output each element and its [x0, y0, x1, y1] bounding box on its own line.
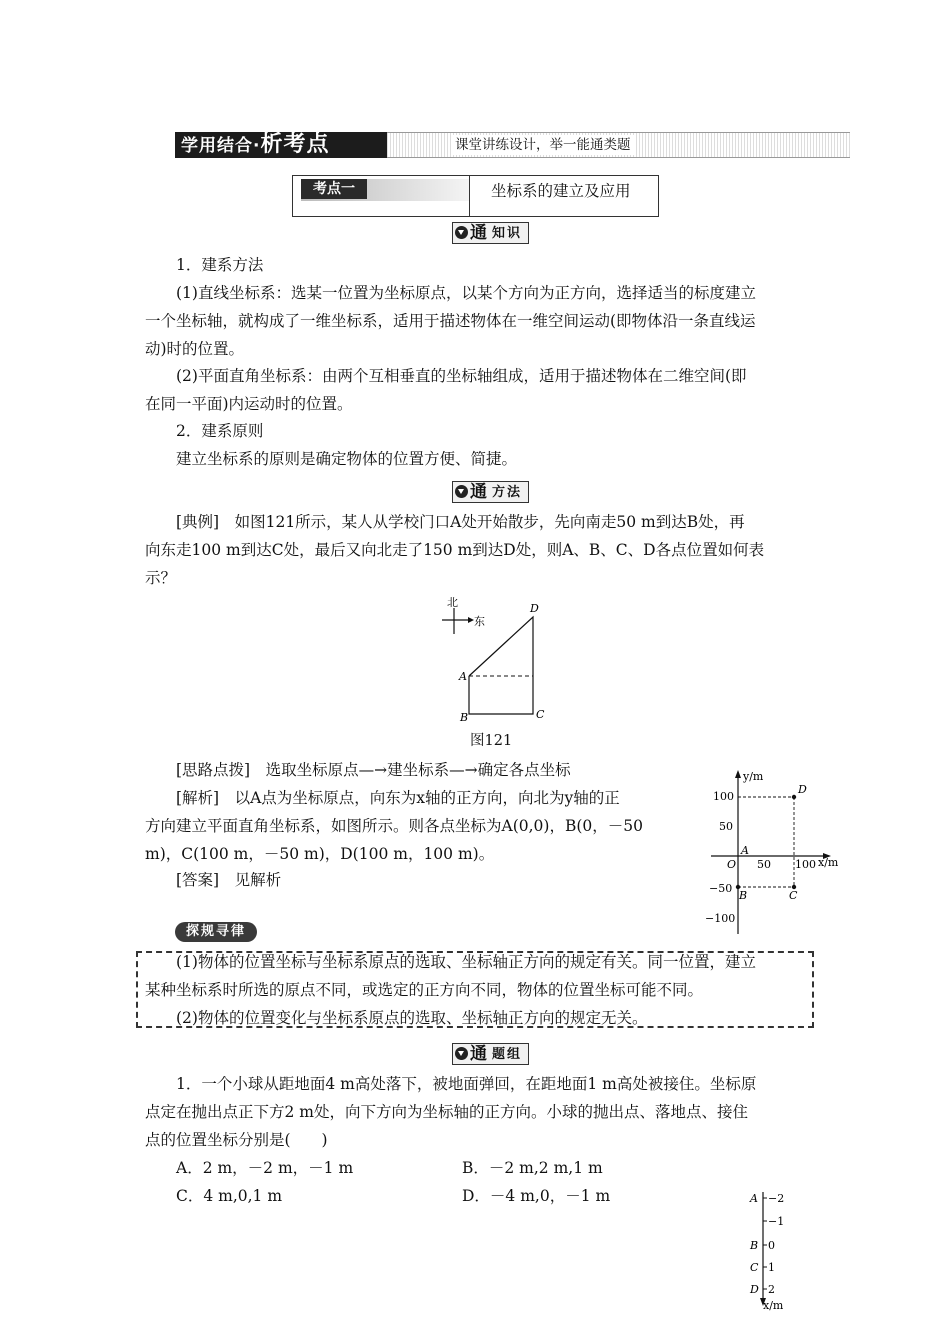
badge-sub: 知识 — [492, 226, 523, 241]
text-line: 某种坐标系时所选的原点不同，或选定的正方向不同，物体的位置坐标可能不同。 — [145, 981, 704, 999]
banner-label: 学用结合·析考点 — [175, 132, 387, 158]
text-line: 1．一个小球从距地面4 m高处落下，被地面弹回，在距地面1 m高处被接住。坐标原 — [176, 1075, 757, 1093]
arrow-down-icon — [455, 226, 468, 239]
axis-label: x/m — [763, 1299, 784, 1312]
north-label: 北 — [447, 596, 458, 609]
y-tick-label: −50 — [709, 882, 733, 895]
topic-tag: 考点一 — [301, 179, 367, 199]
option-c: C．4 m,0,1 m — [176, 1187, 283, 1205]
y-tick-label: −100 — [705, 912, 736, 925]
hint-text: [思路点拨] 选取坐标原点—→建坐标系—→确定各点坐标 — [176, 761, 571, 779]
answer-text: [答案] 见解析 — [176, 871, 282, 889]
arrow-down-icon — [455, 1047, 468, 1060]
east-label: 东 — [474, 615, 485, 628]
heading-principle: 2．建系原则 — [176, 422, 264, 440]
point-label-b: B — [460, 711, 469, 724]
text-line: [解析] 以A点为坐标原点，向东为x轴的正方向，向北为y轴的正 — [176, 789, 620, 807]
section-banner — [175, 132, 850, 158]
point-label-a: A — [459, 670, 467, 683]
label-d: D — [750, 1283, 759, 1296]
text-line: (2)物体的位置变化与坐标系原点的选取、坐标轴正方向的规定无关。 — [176, 1009, 648, 1027]
label-c: C — [750, 1261, 759, 1274]
topic-box — [292, 175, 659, 217]
point-label-c: C — [536, 708, 545, 721]
point-label-b: B — [739, 889, 748, 902]
exercise-question — [145, 1070, 810, 1154]
compass-icon — [442, 596, 485, 634]
tick-label: 0 — [768, 1239, 775, 1252]
heading-method: 1．建系方法 — [176, 256, 264, 274]
label-a: A — [750, 1192, 758, 1205]
text-line: [典例] 如图121所示，某人从学校门口A处开始散步，先向南走50 m到达B处，再 — [176, 513, 745, 531]
analysis-text — [145, 784, 705, 868]
y-tick-label: 100 — [713, 790, 734, 803]
text-line: 向东走100 m到达C处，最后又向北走了150 m到达D处，则A、B、C、D各点位置如何表 — [145, 541, 765, 559]
text-line: (1)直线坐标系：选某一位置为坐标原点，以某个方向为正方向，选择适当的标度建立 — [176, 284, 756, 302]
badge-sub: 题组 — [492, 1047, 523, 1062]
y-tick-label: 50 — [719, 820, 733, 833]
text-line: 点的位置坐标分别是( ) — [145, 1131, 328, 1149]
text-line: (2)平面直角坐标系：由两个互相垂直的坐标轴组成，适用于描述物体在二维空间(即 — [176, 367, 747, 385]
label-b: B — [750, 1239, 759, 1252]
banner-subtitle: 课堂讲练设计，举一能通类题 — [451, 135, 635, 155]
rule-text — [145, 948, 810, 1032]
point-d — [792, 795, 796, 799]
badge-main: 通 — [470, 1044, 487, 1064]
text-line: m)，C(100 m，－50 m)，D(100 m，100 m)。 — [145, 845, 495, 863]
y-axis-arrow — [735, 770, 741, 778]
paragraph-plane-coord — [145, 362, 810, 418]
badge-fangfa — [452, 481, 529, 503]
y-axis-label: y/m — [743, 770, 764, 783]
rule-tag: 探规寻律 — [175, 922, 257, 942]
text-line: 一个坐标轴，就构成了一维坐标系，适用于描述物体在一维空间运动(即物体沿一条直线运 — [145, 312, 756, 330]
text-line: 点定在抛出点正下方2 m处，向下方向为坐标轴的正方向。小球的抛出点、落地点、接住 — [145, 1103, 748, 1121]
figure-caption: 图121 — [470, 733, 513, 749]
badge-main: 通 — [470, 482, 487, 502]
tick-label: −2 — [768, 1192, 785, 1205]
point-label-c: C — [789, 889, 798, 902]
x-tick-label: 100 — [795, 858, 816, 871]
paragraph-principle: 建立坐标系的原则是确定物体的位置方便、简捷。 — [176, 450, 518, 468]
tick-label: −1 — [768, 1215, 785, 1228]
example-text — [145, 508, 810, 592]
route-path — [469, 617, 533, 714]
text-line: 示？ — [145, 569, 177, 587]
paragraph-line-coord — [145, 279, 810, 363]
badge-main: 通 — [470, 223, 487, 243]
arrow-down-icon — [455, 485, 468, 498]
point-label-d: D — [798, 783, 807, 796]
x-tick-label: 50 — [757, 858, 771, 871]
number-line-figure — [745, 1188, 805, 1312]
badge-sub: 方法 — [492, 485, 523, 500]
badge-zhishi — [452, 222, 529, 244]
tick-label: 2 — [768, 1283, 775, 1296]
topic-divider — [469, 176, 470, 216]
option-a: A．2 m，－2 m，－1 m — [176, 1159, 354, 1177]
option-d: D．－4 m,0，－1 m — [462, 1187, 611, 1205]
topic-title: 坐标系的建立及应用 — [491, 182, 631, 200]
text-line: 动)时的位置。 — [145, 340, 245, 358]
x-axis-label: x/m — [818, 856, 839, 869]
text-line: 方向建立平面直角坐标系，如图所示。则各点坐标为A(0,0)，B(0，－50 — [145, 817, 643, 835]
tick-label: 1 — [768, 1261, 775, 1274]
text-line: 在同一平面)内运动时的位置。 — [145, 395, 353, 413]
text-line: (1)物体的位置坐标与坐标系原点的选取、坐标轴正方向的规定有关。同一位置，建立 — [176, 953, 756, 971]
point-label-d: D — [530, 602, 539, 615]
route-figure — [430, 592, 560, 727]
point-label-a: A — [741, 844, 749, 857]
coord-figure — [705, 766, 845, 938]
origin-label: O — [727, 858, 737, 871]
badge-tizu — [452, 1043, 529, 1065]
option-b: B．－2 m,2 m,1 m — [462, 1159, 603, 1177]
